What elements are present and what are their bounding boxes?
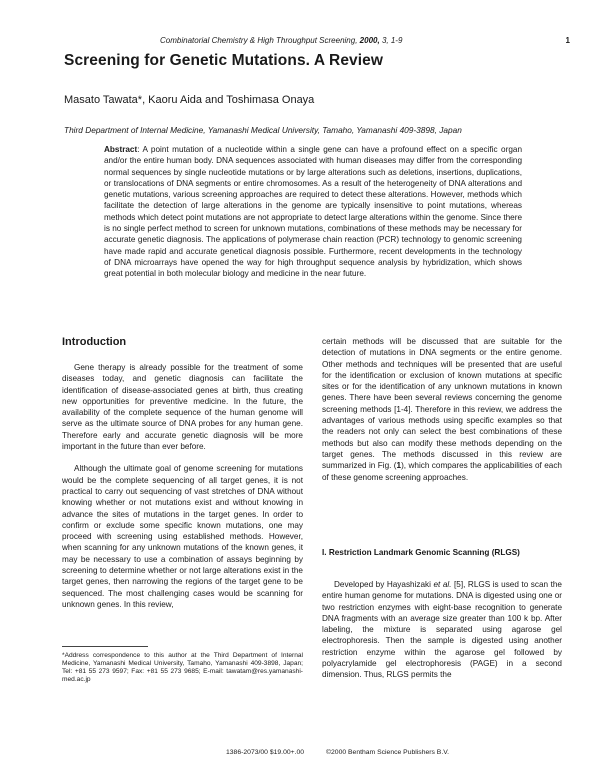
author-list: Masato Tawata*, Kaoru Aida and Toshimasa Onaya <box>64 94 315 106</box>
page-number: 1 <box>565 36 570 45</box>
abstract <box>104 144 522 280</box>
copyright: ©2000 Bentham Science Publishers B.V. <box>326 749 450 756</box>
section-1-heading: I. Restriction Landmark Genomic Scanning (RLGS) <box>322 548 520 557</box>
left-column <box>62 362 303 610</box>
journal-header <box>160 36 570 45</box>
section-1-paragraph <box>322 579 562 681</box>
journal-volume: 3, <box>381 36 389 45</box>
figure-ref: 1 <box>396 461 402 471</box>
abstract-label: Abstract <box>104 145 138 154</box>
section-1-paragraph-b: [5], RLGS is used to scan the entire human genome for mutations. DNA is digested using one or two restriction enzymes with eight-base recognition to generate DNA fragments with an average size greater than 100 k bp. After labeling, the mixture is separated using agarose gel electrophoresis. Then the sample is digested using another restriction enzyme within the agarose gel followed by polyacrylamide gel electrophoresis (PAGE) in a second dimension. Thus, RLGS permits the <box>322 580 562 680</box>
journal-pages: 1-9 <box>390 36 403 45</box>
intro-paragraph-3-a: certain methods will be discussed that are suitable for the detection of mutations in DNA segments or the entire genome. Other methods and techniques will be presented that are useful for the identification or exclusion of known mutations at specific sites or for the identification of any unknown mutations in known genes. There have been several reviews concerning the genome screening methods [1-4]. Therefore in this review, we address the advantages of various methods using specific examples so that the readers not only can select the best combinations of these methods but also can modify these methods depending on the target genes. The methods discussed in this review are summarized in Fig. ( <box>322 337 562 471</box>
abstract-text: : A point mutation of a nucleotide within a single gene can have a profound effect on a specific organ and/or the entire human body. DNA sequences associated with human diseases may differ from the corresponding normal sequences by single nucleotide mutations or by large alterations such as deletions, insertions, duplications, or translocations of DNA segments or entire chromosomes. As a result of the heterogeneity of DNA alterations and genetic mutations, various screening approaches are required to detect these alterations. However, methods which facilitate the detection of large alterations in the genome are typically insensitive to point mutations, whereas methods which detect point mutations are not appropriate to detect large alterations within the genome. Since there is no single perfect method to screen for unknown mutations, combinations of these methods may be necessary for accurate genetic diagnosis. The applications of polymerase chain reaction (PCR) technology to genomic screening have made rapid and accurate genetical diagnosis possible. Furthermore, recent developments in the technology of DNA microarrays have opened the way for high throughput sequence analysis by hybridization, which shows great potential in both molecular biology and medicine in the near future. <box>104 145 522 279</box>
intro-paragraph-2: Although the ultimate goal of genome screening for mutations would be the complete sequencing of all target genes, it is not practical to carry out sequencing of vast stretches of DNA without knowing whether or not mutations exist and without knowing in advance the sites of mutations in the target genes. In order to confirm or exclude some specific known mutations, one may proceed with screening using established methods. However, when scanning for any unknown mutations of the known genes, it may be necessary to use a combination of assays beginning by screening to determine whether or not large alterations exist in the target genes, then narrowing the regions of the target gene to be sequenced. The most challenging cases would be scanning for unknown genes. In this review, <box>62 464 303 609</box>
journal-year: 2000, <box>359 36 380 45</box>
section-1-paragraph-a: Developed by Hayashizaki <box>334 580 434 589</box>
intro-paragraph-1: Gene therapy is already possible for the treatment of some diseases today, and genetic diagnosis can facilitate the identification of disease-associated genes at birth, thus creating new opportunities for preventive medicine. In the future, the availability of the complete sequence of the human genome will serve as the ultimate source of DNA probes for any human gene. Therefore early and accurate genetic diagnosis will be more important in the future than ever before. <box>62 363 303 452</box>
section-1-body <box>322 579 562 681</box>
journal-name: Combinatorial Chemistry & High Throughput Screening, <box>160 36 358 45</box>
paper-title: Screening for Genetic Mutations. A Review <box>64 52 384 69</box>
footnote-rule <box>62 646 148 647</box>
intro-paragraph-3-b: ), which compares the applicabilities of each of these genome screening approaches. <box>322 461 562 482</box>
et-al: et al. <box>433 580 452 589</box>
issn-price: 1386-2073/00 $19.00+.00 <box>226 749 305 756</box>
intro-paragraph-3 <box>322 336 562 483</box>
affiliation: Third Department of Internal Medicine, Yamanashi Medical University, Tamaho, Yamanashi 409-3898, Japan <box>64 125 462 135</box>
right-column <box>322 336 562 483</box>
introduction-heading: Introduction <box>62 336 127 348</box>
correspondence-footnote: *Address correspondence to this author at the Third Department of Internal Medicine, Yamanashi Medical University, Tamaho, Yamanashi 409-3898, Japan; Tel: +81 55 273 9597; Fax: +81 55 273 9685; E-mail: tawatam@res.yamanashi-med.ac.jp <box>62 652 303 683</box>
